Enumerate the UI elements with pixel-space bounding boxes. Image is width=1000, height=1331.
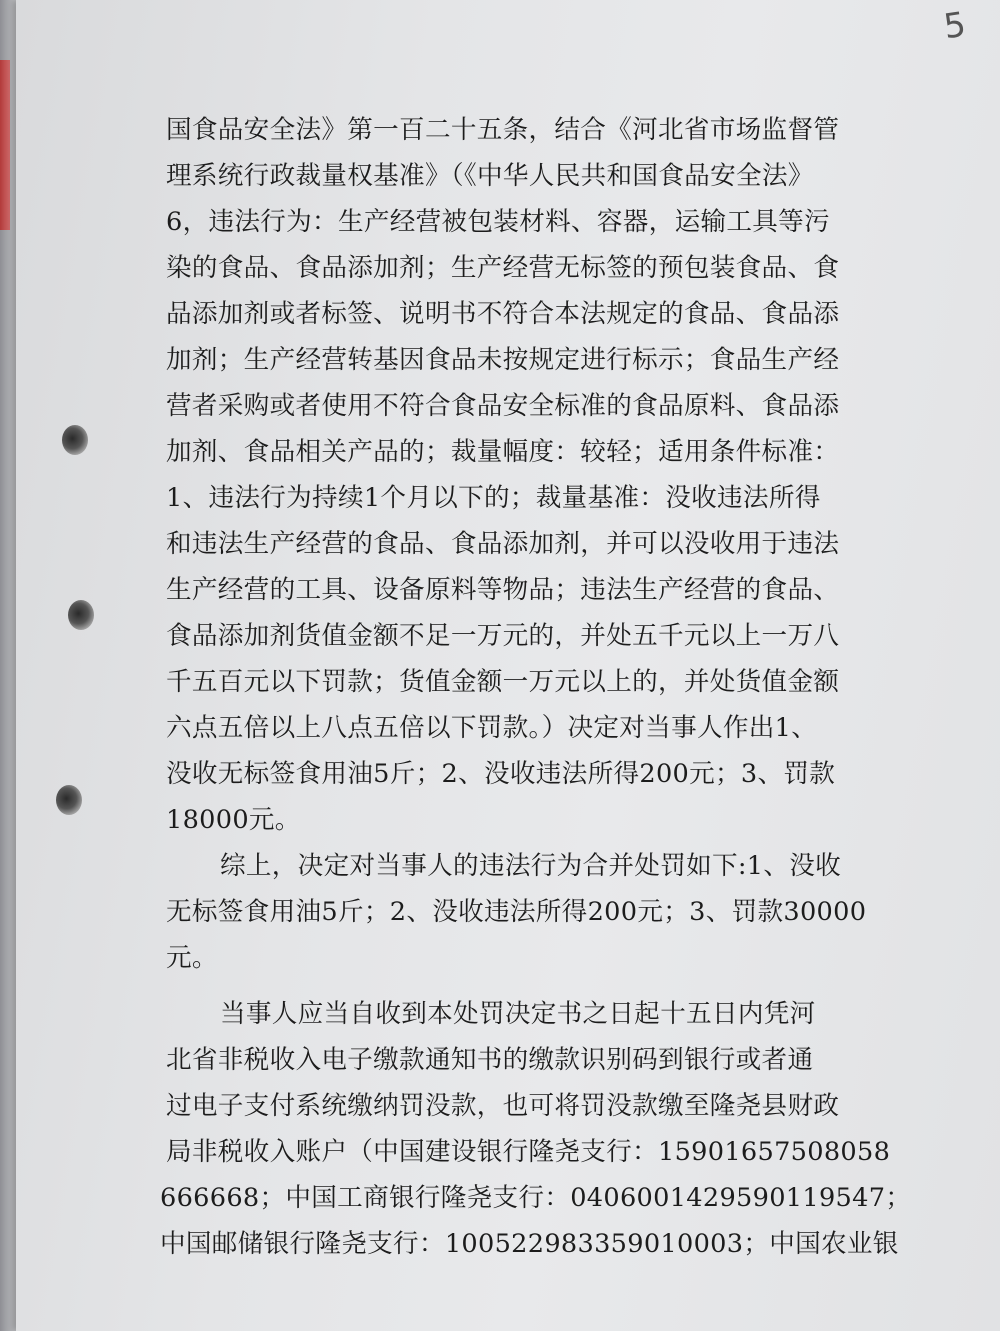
text-line: 666668；中国工商银行隆尧支行：0406001429590119547； (160, 1183, 912, 1213)
text-line: 生产经营的工具、设备原料等物品；违法生产经营的食品、 (166, 575, 840, 605)
text-line: 无标签食用油5斤；2、没收违法所得200元；3、罚款30000 (166, 897, 867, 927)
text-line: 局非税收入账户（中国建设银行隆尧支行：15901657508058 (166, 1137, 891, 1167)
binder-red-edge (0, 60, 10, 230)
paragraph-start-line: 当事人应当自收到本处罚决定书之日起十五日内凭河 (220, 999, 816, 1029)
text-line: 1、违法行为持续1个月以下的；裁量基准：没收违法所得 (166, 483, 821, 513)
text-line: 6，违法行为：生产经营被包装材料、容器，运输工具等污 (166, 207, 830, 237)
text-line: 18000元。 (166, 805, 301, 835)
text-line: 食品添加剂货值金额不足一万元的，并处五千元以上一万八 (166, 621, 840, 651)
text-line: 元。 (166, 943, 218, 973)
text-line: 国食品安全法》第一百二十五条，结合《河北省市场监督管 (166, 115, 840, 145)
text-line: 和违法生产经营的食品、食品添加剂，并可以没收用于违法 (166, 529, 840, 559)
text-line: 过电子支付系统缴纳罚没款，也可将罚没款缴至隆尧县财政 (166, 1091, 840, 1121)
text-line: 加剂；生产经营转基因食品未按规定进行标示；食品生产经 (166, 345, 840, 375)
text-line: 营者采购或者使用不符合食品安全标准的食品原料、食品添 (166, 391, 840, 421)
text-line: 中国邮储银行隆尧支行：100522983359010003；中国农业银 (160, 1229, 899, 1259)
punch-hole-top (62, 425, 88, 455)
text-line: 没收无标签食用油5斤；2、没收违法所得200元；3、罚款 (166, 759, 836, 789)
handwritten-page-number: 5 (941, 4, 969, 48)
text-line: 加剂、食品相关产品的；裁量幅度：较轻；适用条件标准： (166, 437, 840, 467)
text-line: 北省非税收入电子缴款通知书的缴款识别码到银行或者通 (166, 1045, 814, 1075)
text-line: 理系统行政裁量权基准》（《中华人民共和国食品安全法》 (166, 161, 814, 191)
punch-hole-middle (68, 600, 94, 630)
paragraph-start-line: 综上，决定对当事人的违法行为合并处罚如下:1、没收 (220, 851, 842, 881)
text-line: 六点五倍以上八点五倍以下罚款。）决定对当事人作出1、 (166, 713, 818, 743)
text-line: 染的食品、食品添加剂；生产经营无标签的预包装食品、食 (166, 253, 840, 283)
text-line: 千五百元以下罚款；货值金额一万元以上的，并处货值金额 (166, 667, 840, 697)
text-line: 品添加剂或者标签、说明书不符合本法规定的食品、食品添 (166, 299, 840, 329)
punch-hole-bottom (56, 785, 82, 815)
